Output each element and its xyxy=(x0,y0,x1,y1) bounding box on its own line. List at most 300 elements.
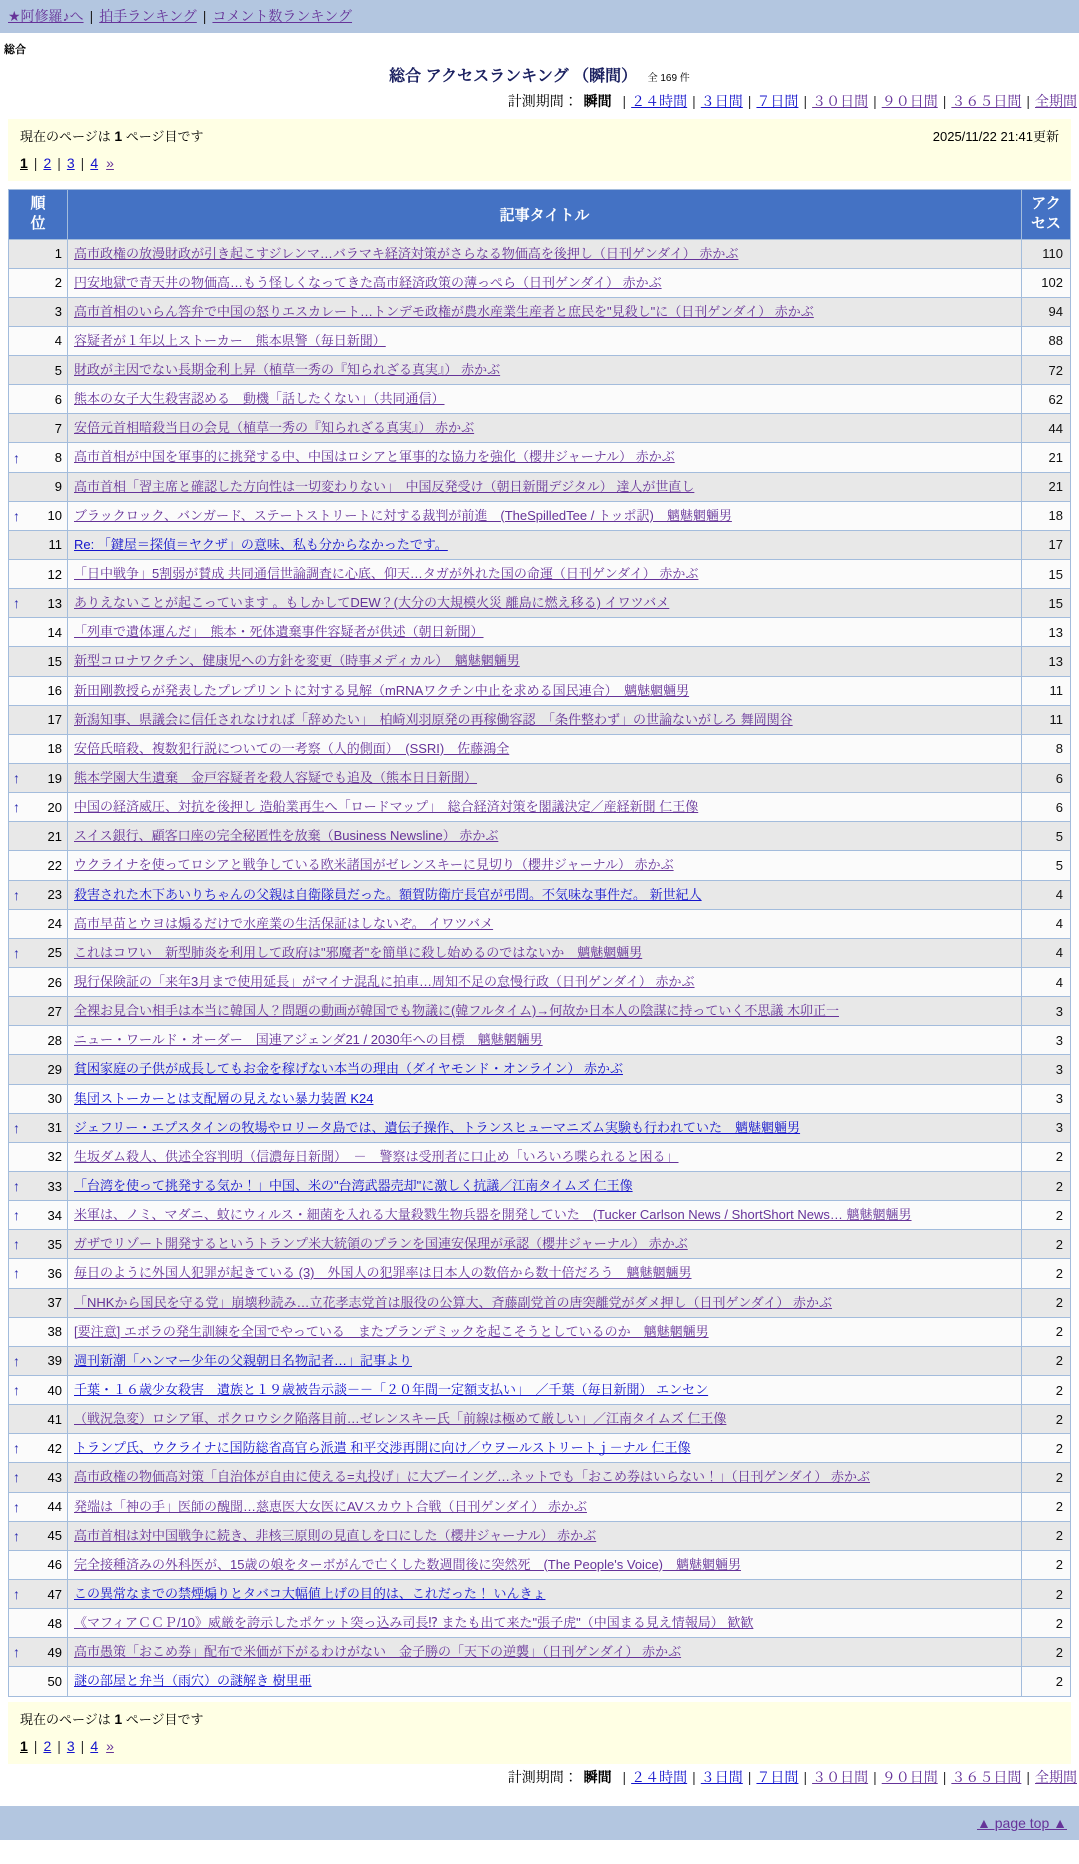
access-count: 3 xyxy=(1022,997,1071,1026)
table-row xyxy=(9,880,1071,909)
rank-cell xyxy=(9,1142,68,1171)
rank-cell xyxy=(9,1375,68,1404)
article-link[interactable]: 「NHKから国民を守る党」崩壊秒読み…立花孝志党首は服役の公算大、斉藤副党首の唐突離党がダメ押し（日刊ゲンダイ） 赤かぶ xyxy=(74,1294,833,1310)
rank-number: 2 xyxy=(54,275,62,291)
rank-up-arrow-icon: ↑ xyxy=(13,886,20,903)
rank-cell xyxy=(9,239,68,268)
pagination-separator: | xyxy=(80,155,85,171)
title-cell xyxy=(68,414,1022,443)
page-title: 総合 アクセスランキング （瞬間） xyxy=(389,68,638,85)
table-row xyxy=(9,1609,1071,1638)
pagination-separator: | xyxy=(57,155,61,171)
pagination-page-link[interactable]: 2 xyxy=(43,1737,52,1754)
access-count: 2 xyxy=(1022,1434,1071,1463)
table-row xyxy=(9,1142,1071,1171)
rank-number: 16 xyxy=(47,683,62,699)
title-cell xyxy=(68,1346,1022,1375)
rank-number: 20 xyxy=(47,799,62,815)
rank-cell xyxy=(9,1026,68,1055)
title-cell xyxy=(68,1550,1022,1579)
access-count: 3 xyxy=(1022,1113,1071,1142)
title-cell xyxy=(68,1172,1022,1201)
table-row xyxy=(9,1172,1071,1201)
access-count: 4 xyxy=(1022,909,1071,938)
article-link[interactable]: 安倍氏暗殺、複数犯行説についての一考察（人的側面） (SSRI) 佐藤鴻全 xyxy=(74,740,510,756)
pagination-next-link[interactable]: » xyxy=(106,1737,114,1754)
period-link[interactable]: ３６５日間 xyxy=(951,93,1022,109)
access-count: 2 xyxy=(1022,1609,1071,1638)
access-count: 21 xyxy=(1022,472,1071,501)
article-link[interactable]: 週刊新潮「ハンマー少年の父親朝日名物記者…」記事より xyxy=(74,1352,413,1368)
nav-separator: | xyxy=(89,8,94,24)
period-label: 計測期間： xyxy=(507,1768,578,1785)
table-row xyxy=(9,239,1071,268)
title-cell xyxy=(68,1142,1022,1171)
access-count: 18 xyxy=(1022,501,1071,530)
period-link[interactable]: ７日間 xyxy=(756,93,799,109)
rank-cell xyxy=(9,1084,68,1113)
rank-cell xyxy=(9,1521,68,1550)
article-link[interactable]: 中国の経済威圧、対抗を後押し 造船業再生へ「ロードマップ」 総合経済対策を閣議決定／産経新聞 仁王像 xyxy=(74,799,699,815)
table-row xyxy=(9,822,1071,851)
article-link[interactable]: 全裸お見合い相手は本当に韓国人？問題の動画が韓国でも物議に(韓フルタイム)→何故か日本人の陰謀に持っていく不思議 木卯正一 xyxy=(74,1003,839,1019)
rank-number: 32 xyxy=(47,1149,62,1165)
rank-cell xyxy=(9,1434,68,1463)
access-count: 2 xyxy=(1022,1259,1071,1288)
article-link[interactable]: 高市首相のいらん答弁で中国の怒りエスカレート…トンデモ政権が農水産業生産者と庶民を"見殺し"に（日刊ゲンダイ） 赤かぶ xyxy=(74,303,814,319)
access-count: 102 xyxy=(1022,268,1071,297)
table-row xyxy=(9,997,1071,1026)
period-selector-top xyxy=(0,88,1079,114)
column-header-title: 記事タイトル xyxy=(68,190,1022,240)
rank-number: 37 xyxy=(47,1295,62,1311)
access-count: 3 xyxy=(1022,1026,1071,1055)
rank-up-arrow-icon: ↑ xyxy=(13,1236,20,1253)
access-count: 2 xyxy=(1022,1142,1071,1171)
access-count: 2 xyxy=(1022,1317,1071,1346)
period-link[interactable]: ７日間 xyxy=(756,1768,799,1785)
nav-separator: | xyxy=(202,8,207,24)
title-cell xyxy=(68,501,1022,530)
rank-cell xyxy=(9,560,68,589)
article-link[interactable]: 殺害された木下あいりちゃんの父親は自衛隊員だった。額賀防衛庁長官が弔問。不気味な事件だ。 新世紀人 xyxy=(74,886,702,902)
article-link[interactable]: 熊本の女子大生殺害認める 動機「話したくない」（共同通信） xyxy=(74,391,445,407)
table-row xyxy=(9,1084,1071,1113)
title-cell xyxy=(68,297,1022,326)
rank-cell xyxy=(9,1201,68,1230)
rank-number: 43 xyxy=(47,1469,62,1485)
rank-number: 48 xyxy=(47,1615,62,1631)
rank-cell xyxy=(9,938,68,967)
top-nav-link-2[interactable]: 拍手ランキング xyxy=(99,8,197,24)
rank-number: 5 xyxy=(54,362,62,378)
rank-up-arrow-icon: ↑ xyxy=(13,770,20,787)
rank-cell xyxy=(9,880,68,909)
top-nav-bar xyxy=(0,0,1079,33)
title-cell xyxy=(68,1667,1022,1696)
period-link[interactable]: ９０日間 xyxy=(881,93,938,109)
title-cell xyxy=(68,1230,1022,1259)
rank-cell xyxy=(9,589,68,618)
article-link[interactable]: トランプ氏、ウクライナに国防総省高官ら派遣 和平交渉再開に向け／ウヲールストリートｊ－ナル 仁王像 xyxy=(74,1440,691,1456)
period-separator: | xyxy=(692,93,696,109)
rank-up-arrow-icon: ↑ xyxy=(13,1178,20,1195)
pagination-page-link[interactable]: 4 xyxy=(90,1737,99,1754)
rank-number: 39 xyxy=(47,1353,62,1369)
pagination-bottom xyxy=(20,1728,1059,1760)
period-link[interactable]: 全期間 xyxy=(1035,93,1077,109)
title-cell xyxy=(68,1579,1022,1608)
pagination-next-link[interactable]: » xyxy=(106,155,114,171)
pagination-page-link[interactable]: 3 xyxy=(66,1737,75,1754)
rank-cell xyxy=(9,501,68,530)
rank-cell xyxy=(9,909,68,938)
article-link[interactable]: 現行保険証の「来年3月まで使用延長」がマイナ混乱に拍車…周知不足の怠慢行政（日刊ゲンダイ） 赤かぶ xyxy=(74,974,695,990)
total-count: 全 169 件 xyxy=(647,73,690,84)
article-link[interactable]: 高市首相が中国を軍事的に挑発する中、中国はロシアと軍事的な協力を強化（櫻井ジャーナル） 赤かぶ xyxy=(74,449,675,465)
article-link[interactable]: 高市早苗とウヨは煽るだけで水産業の生活保証はしないぞ。 イワツバメ xyxy=(74,915,494,931)
pagination-separator: | xyxy=(80,1737,85,1754)
access-count: 3 xyxy=(1022,1084,1071,1113)
period-separator: | xyxy=(747,1768,752,1785)
access-count: 4 xyxy=(1022,880,1071,909)
page-info-box-top xyxy=(8,119,1071,181)
access-count: 2 xyxy=(1022,1521,1071,1550)
rank-number: 11 xyxy=(48,537,62,553)
page-info-box-bottom xyxy=(8,1702,1071,1764)
top-nav-link-1[interactable]: ★阿修羅♪へ xyxy=(8,8,84,24)
access-count: 15 xyxy=(1022,560,1071,589)
article-link[interactable]: ジェフリー・エプスタインの牧場やロリータ島では、遺伝子操作、トランスヒューマニズム実験も行われていた 魑魅魍魎男 xyxy=(74,1119,801,1135)
current-period: 瞬間 xyxy=(583,1768,612,1785)
title-cell xyxy=(68,997,1022,1026)
article-link[interactable]: 高市政権の物価高対策「自治体が自由に使える=丸投げ」に大ブーイング…ネットでも「おこめ券はいらない！」（日刊ゲンダイ） 赤かぶ xyxy=(74,1469,871,1485)
rank-cell xyxy=(9,1579,68,1608)
rank-cell xyxy=(9,764,68,793)
rank-number: 1 xyxy=(54,246,62,262)
top-nav-link-3[interactable]: コメント数ランキング xyxy=(212,8,353,24)
table-row xyxy=(9,1579,1071,1608)
rank-number: 19 xyxy=(47,770,62,786)
access-count: 13 xyxy=(1022,647,1071,676)
article-link[interactable]: [要注意] エボラの発生訓練を全国でやっている またプランデミックを起こそうとしているのか 魑魅魍魎男 xyxy=(74,1323,709,1339)
table-row xyxy=(9,647,1071,676)
article-link[interactable]: 《マフィアＣＣＰ/10》威厳を誇示したポケット突っ込み司長⁉ またも出て来た"張子虎"（中国まる見え情報局） 歓歓 xyxy=(74,1615,754,1631)
article-link[interactable]: ありえないことが起こっています 。もしかしてDEW？(大分の大規模火災 離島に燃え移る) イワツバメ xyxy=(74,595,670,611)
period-link[interactable]: ２４時間 xyxy=(631,1768,688,1785)
period-link[interactable]: ９０日間 xyxy=(881,1768,938,1785)
title-cell xyxy=(68,530,1022,559)
article-link[interactable]: 新潟知事、県議会に信任されなければ「辞めたい」 柏崎刈羽原発の再稼働容認 「条件整わず」の世論ないがしろ 舞岡関谷 xyxy=(74,711,793,727)
rank-number: 14 xyxy=(47,624,62,640)
period-separator: | xyxy=(692,1768,696,1785)
rank-cell xyxy=(9,734,68,763)
table-row xyxy=(9,326,1071,355)
title-cell xyxy=(68,822,1022,851)
period-link[interactable]: ３日間 xyxy=(700,1768,743,1785)
rank-cell xyxy=(9,1055,68,1084)
access-count: 11 xyxy=(1022,676,1071,705)
rank-up-arrow-icon: ↑ xyxy=(13,507,20,524)
period-link[interactable]: 全期間 xyxy=(1035,1768,1077,1785)
title-cell xyxy=(68,472,1022,501)
period-link[interactable]: ３６５日間 xyxy=(951,1768,1022,1785)
rank-cell xyxy=(9,472,68,501)
rank-up-arrow-icon: ↑ xyxy=(13,1207,20,1224)
title-line xyxy=(0,57,1079,88)
table-row xyxy=(9,297,1071,326)
access-count: 11 xyxy=(1022,705,1071,734)
table-row xyxy=(9,1521,1071,1550)
rank-up-arrow-icon: ↑ xyxy=(13,595,20,612)
title-cell xyxy=(68,880,1022,909)
article-link[interactable]: Re: 「鍵屋＝探偵＝ヤクザ」の意味、私も分からなかったです。 xyxy=(74,536,448,552)
access-count: 15 xyxy=(1022,589,1071,618)
table-row xyxy=(9,1288,1071,1317)
table-row xyxy=(9,356,1071,385)
rank-number: 9 xyxy=(54,479,62,495)
pagination-page-link[interactable]: 4 xyxy=(90,155,99,171)
rank-cell xyxy=(9,997,68,1026)
rank-cell xyxy=(9,676,68,705)
rank-cell xyxy=(9,1463,68,1492)
article-link[interactable]: 円安地獄で青天井の物価高…もう怪しくなってきた高市経済政策の薄っぺら（日刊ゲンダイ） 赤かぶ xyxy=(74,274,662,290)
table-row xyxy=(9,1230,1071,1259)
title-cell xyxy=(68,239,1022,268)
title-cell xyxy=(68,1434,1022,1463)
title-cell xyxy=(68,1375,1022,1404)
pagination-separator: | xyxy=(57,1737,61,1754)
page-top-bar xyxy=(0,1806,1079,1840)
access-count: 2 xyxy=(1022,1579,1071,1608)
article-link[interactable]: 完全接種済みの外科医が、15歳の娘をターボがんで亡くした数週間後に突然死 (The People's Voice) 魑魅魍魎男 xyxy=(74,1556,742,1572)
rank-number: 46 xyxy=(47,1557,62,1573)
article-link[interactable]: 高市愚策「おこめ券」配布で米価が下がるわけがない 金子勝の「天下の逆襲」（日刊ゲンダイ） 赤かぶ xyxy=(74,1644,682,1660)
article-link[interactable]: 安倍元首相暗殺当日の会見（植草一秀の『知られざる真実』） 赤かぶ xyxy=(74,420,475,436)
rank-number: 24 xyxy=(47,916,62,932)
rank-number: 45 xyxy=(47,1528,62,1544)
title-cell xyxy=(68,1026,1022,1055)
column-header-rank: 順位 xyxy=(9,190,68,240)
access-count: 2 xyxy=(1022,1550,1071,1579)
rank-number: 12 xyxy=(47,566,62,582)
rank-cell xyxy=(9,385,68,414)
period-separator: | xyxy=(803,93,808,109)
rank-cell xyxy=(9,414,68,443)
access-count: 2 xyxy=(1022,1463,1071,1492)
rank-cell xyxy=(9,297,68,326)
rank-number: 28 xyxy=(47,1032,62,1048)
table-row xyxy=(9,909,1071,938)
article-link[interactable]: 熊本学園大生遺棄 金戸容疑者を殺人容疑でも追及（熊本日日新聞） xyxy=(74,770,478,786)
rank-cell xyxy=(9,326,68,355)
rank-number: 30 xyxy=(47,1091,62,1107)
title-cell xyxy=(68,1055,1022,1084)
rank-cell xyxy=(9,1638,68,1667)
rank-number: 3 xyxy=(54,304,62,320)
article-link[interactable]: 「日中戦争」5割弱が賛成 共同通信世論調査に心底、仰天…タガが外れた国の命運（日刊ゲンダイ） 赤かぶ xyxy=(74,566,699,582)
rank-number: 47 xyxy=(47,1586,62,1602)
pagination-top xyxy=(20,145,1059,177)
article-link[interactable]: （戦況急変）ロシア軍、ポクロウシク陥落目前…ゼレンスキー氏「前線は極めて厳しい」／江南タイムズ 仁王像 xyxy=(74,1411,727,1427)
rank-number: 21 xyxy=(47,828,62,844)
current-page-number: 1 xyxy=(114,1710,123,1727)
title-cell xyxy=(68,618,1022,647)
access-count: 4 xyxy=(1022,938,1071,967)
rank-up-arrow-icon: ↑ xyxy=(13,799,20,816)
period-link[interactable]: ３０日間 xyxy=(812,93,869,109)
rank-number: 35 xyxy=(47,1236,62,1252)
access-count: 2 xyxy=(1022,1201,1071,1230)
period-separator: | xyxy=(942,93,947,109)
rank-up-arrow-icon: ↑ xyxy=(13,449,20,466)
rank-cell xyxy=(9,1317,68,1346)
pagination-separator: | xyxy=(33,1737,38,1754)
article-link[interactable]: 千葉・１６歳少女殺害 遺族と１９歳被告示談－－「２０年間一定額支払い」 ／千葉（毎日新聞） エンセン xyxy=(74,1381,709,1397)
rank-number: 18 xyxy=(47,741,62,757)
article-link[interactable]: ブラックロック、バンガード、ステートストリートに対する裁判が前進 (TheSpilledTee / トッポ訳) 魑魅魍魎男 xyxy=(74,507,732,523)
access-count: 3 xyxy=(1022,1055,1071,1084)
rank-number: 22 xyxy=(47,858,62,874)
rank-number: 44 xyxy=(47,1499,62,1515)
article-link[interactable]: 高市首相「習主席と確認した方向性は一切変わりない」 中国反発受け（朝日新聞デジタル） 達人が世直し xyxy=(74,478,695,494)
article-link[interactable]: 貧困家庭の子供が成長してもお金を稼げない本当の理由（ダイヤモンド・オンライン） 赤かぶ xyxy=(74,1061,623,1077)
access-count: 2 xyxy=(1022,1492,1071,1521)
article-link[interactable]: 高市首相は対中国戦争に続き、非核三原則の見直しを口にした（櫻井ジャーナル） 赤かぶ xyxy=(74,1527,597,1543)
access-count: 110 xyxy=(1022,239,1071,268)
article-link[interactable]: 財政が主因でない長期金利上昇（植草一秀の『知られざる真実』） 赤かぶ xyxy=(74,362,501,378)
article-link[interactable]: スイス銀行、顧客口座の完全秘匿性を放棄（Business Newsline） 赤かぶ xyxy=(74,828,499,844)
table-row xyxy=(9,968,1071,997)
table-row xyxy=(9,1201,1071,1230)
period-separator: | xyxy=(942,1768,947,1785)
title-cell xyxy=(68,1317,1022,1346)
article-link[interactable]: ガザでリゾート開発するというトランプ米大統領のプランを国連安保理が承認（櫻井ジャーナル） 赤かぶ xyxy=(74,1236,688,1252)
rank-cell xyxy=(9,356,68,385)
rank-up-arrow-icon: ↑ xyxy=(13,1498,20,1515)
article-link[interactable]: ウクライナを使ってロシアと戦争している欧米諸国がゼレンスキーに見切り（櫻井ジャーナル） 赤かぶ xyxy=(74,857,674,873)
rank-cell xyxy=(9,1230,68,1259)
rank-number: 34 xyxy=(47,1207,62,1223)
rank-number: 17 xyxy=(47,712,62,728)
rank-cell xyxy=(9,1492,68,1521)
article-link[interactable]: 毎日のように外国人犯罪が起きている (3) 外国人の犯罪率は日本人の数倍から数十倍だろう 魑魅魍魎男 xyxy=(74,1265,692,1281)
rank-up-arrow-icon: ↑ xyxy=(13,1469,20,1486)
article-link[interactable]: 新型コロナワクチン、健康児への方針を変更（時事メディカル） 魑魅魍魎男 xyxy=(74,653,520,669)
article-link[interactable]: この異常なまでの禁煙煽りとタバコ大幅値上げの目的は、これだった！ いんきょ xyxy=(74,1585,546,1601)
access-count: 5 xyxy=(1022,822,1071,851)
rank-up-arrow-icon: ↑ xyxy=(13,1644,20,1661)
category-label: 総合 xyxy=(4,44,26,56)
table-row xyxy=(9,530,1071,559)
article-link[interactable]: 高市政権の放漫財政が引き起こすジレンマ…バラマキ経済対策がさらなる物価高を後押し（日刊ゲンダイ） 赤かぶ xyxy=(74,245,739,261)
title-cell xyxy=(68,647,1022,676)
article-link[interactable]: 発端は「神の手」医師の醜聞…慈恵医大女医にAVスカウト合戦（日刊ゲンダイ） 赤かぶ xyxy=(74,1498,587,1514)
article-link[interactable]: 謎の部屋と弁当（雨穴）の謎解き 樹里亜 xyxy=(74,1673,312,1689)
access-count: 6 xyxy=(1022,764,1071,793)
rank-cell xyxy=(9,1259,68,1288)
period-link[interactable]: ２４時間 xyxy=(631,93,688,109)
access-count: 21 xyxy=(1022,443,1071,472)
rank-number: 26 xyxy=(47,974,62,990)
rank-number: 4 xyxy=(54,333,62,349)
access-count: 2 xyxy=(1022,1288,1071,1317)
rank-cell xyxy=(9,1667,68,1696)
article-link[interactable]: 容疑者が１年以上ストーカー 熊本県警（毎日新聞） xyxy=(74,332,386,348)
table-row xyxy=(9,676,1071,705)
rank-number: 25 xyxy=(47,945,62,961)
article-link[interactable]: 米軍は、ノミ、マダニ、蚊にウィルス・細菌を入れる大量殺戮生物兵器を開発していた (Tucker Carlson News / ShortShort News… 魑魅魍魎男 xyxy=(74,1207,912,1223)
rank-number: 49 xyxy=(47,1644,62,1660)
title-cell xyxy=(68,1463,1022,1492)
article-link[interactable]: ニュー・ワールド・オーダー 国連アジェンダ21 / 2030年への目標 魑魅魍魎男 xyxy=(74,1032,543,1048)
rank-number: 8 xyxy=(54,450,62,466)
period-separator: | xyxy=(803,1768,808,1785)
article-link[interactable]: 「列車で遺体運んだ」 熊本・死体遺棄事件容疑者が供述（朝日新聞） xyxy=(74,624,484,640)
title-cell xyxy=(68,1113,1022,1142)
table-row xyxy=(9,1113,1071,1142)
rank-cell xyxy=(9,647,68,676)
page-top-link[interactable]: ▲ page top ▲ xyxy=(977,1814,1067,1831)
title-cell xyxy=(68,326,1022,355)
access-count: 5 xyxy=(1022,851,1071,880)
table-row xyxy=(9,472,1071,501)
table-row xyxy=(9,1346,1071,1375)
period-separator: | xyxy=(747,93,752,109)
pagination-page-link[interactable]: 3 xyxy=(66,155,75,171)
title-cell xyxy=(68,1201,1022,1230)
table-row xyxy=(9,793,1071,822)
article-link[interactable]: これはコワい 新型肺炎を利用して政府は"邪魔者"を簡単に殺し始めるのではないか 魑魅魍魎男 xyxy=(74,944,643,960)
access-count: 2 xyxy=(1022,1230,1071,1259)
period-link[interactable]: ３日間 xyxy=(700,93,743,109)
period-link[interactable]: ３０日間 xyxy=(812,1768,869,1785)
rank-cell xyxy=(9,1288,68,1317)
rank-up-arrow-icon: ↑ xyxy=(13,1586,20,1603)
table-header-row xyxy=(9,190,1071,240)
rank-cell xyxy=(9,1609,68,1638)
rank-cell xyxy=(9,822,68,851)
rank-up-arrow-icon: ↑ xyxy=(13,1527,20,1544)
article-link[interactable]: 生坂ダム殺人、供述全容判明（信濃毎日新聞） － 警察は受刑者に口止め「いろいろ喋られると困る」 xyxy=(74,1148,679,1164)
article-link[interactable]: 新田剛教授らが発表したプレプリントに対する見解（mRNAワクチン中止を求める国民連合） 魑魅魍魎男 xyxy=(74,682,690,698)
top-nav-links xyxy=(8,8,352,24)
rank-cell xyxy=(9,968,68,997)
table-row xyxy=(9,385,1071,414)
rank-cell xyxy=(9,1172,68,1201)
table-row xyxy=(9,1667,1071,1696)
access-count: 62 xyxy=(1022,385,1071,414)
title-cell xyxy=(68,705,1022,734)
access-count: 2 xyxy=(1022,1405,1071,1434)
title-cell xyxy=(68,764,1022,793)
rank-up-arrow-icon: ↑ xyxy=(13,1119,20,1136)
table-row xyxy=(9,268,1071,297)
rank-cell xyxy=(9,1550,68,1579)
pagination-page-link[interactable]: 2 xyxy=(43,155,52,171)
period-links xyxy=(618,1769,1077,1785)
rank-number: 38 xyxy=(47,1324,62,1340)
article-link[interactable]: 集団ストーカーとは支配層の見えない暴力装置 K24 xyxy=(74,1090,374,1106)
rank-cell xyxy=(9,793,68,822)
table-row xyxy=(9,1375,1071,1404)
article-link[interactable]: 「台湾を使って挑発する気か！」中国、米の"台湾武器売却"に激しく抗議／江南タイムズ 仁王像 xyxy=(74,1178,633,1193)
title-cell xyxy=(68,1084,1022,1113)
access-count: 2 xyxy=(1022,1375,1071,1404)
rank-number: 23 xyxy=(47,887,62,903)
current-page-number: 1 xyxy=(114,128,123,144)
rank-cell xyxy=(9,268,68,297)
